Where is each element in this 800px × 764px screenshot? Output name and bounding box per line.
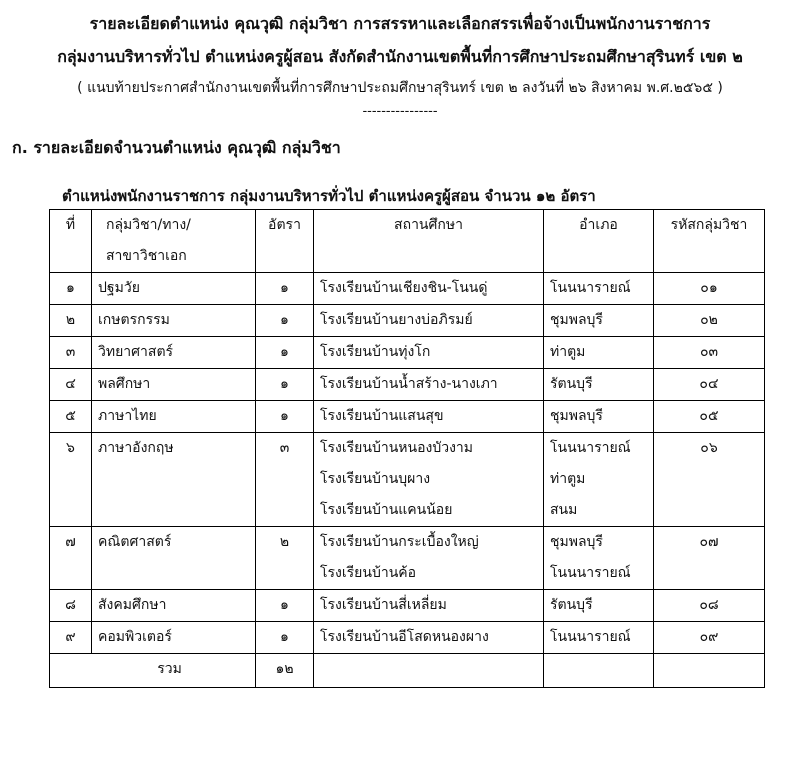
row-number: ๑ [50, 273, 92, 305]
divider-line: ---------------- [362, 104, 438, 119]
subject-name: ภาษาอังกฤษ [92, 433, 256, 527]
school-name: โรงเรียนบ้านหนองบัวงาม [320, 440, 473, 456]
position-count: ๑ [256, 369, 314, 401]
table-row [50, 273, 765, 305]
subject-name: วิทยาศาสตร์ [92, 337, 256, 369]
school-name: โรงเรียนบ้านเชียงชิน-โนนดู่ [320, 280, 488, 296]
row-number: ๘ [50, 590, 92, 622]
school-name: โรงเรียนบ้านยางบ่อภิรมย์ [320, 312, 473, 328]
school-name: โรงเรียนบ้านกระเบื้องใหญ่ [320, 534, 479, 550]
total-label: รวม [50, 654, 256, 688]
district-name: รัตนบุรี [550, 376, 593, 392]
school-name: โรงเรียนบ้านค้อ [320, 565, 417, 581]
district-name: ชุมพลบุรี [550, 534, 603, 550]
district-cell [544, 590, 654, 622]
district-cell [544, 527, 654, 590]
section-heading: ก. รายละเอียดจำนวนตำแหน่ง คุณวุฒิ กลุ่มวิชา [12, 138, 341, 157]
subject-code: ๐๕ [654, 401, 765, 433]
header-subject-line-1: กลุ่มวิชา/ทาง/ [106, 217, 191, 233]
table-header-row [50, 210, 765, 273]
district-name: ชุมพลบุรี [550, 312, 603, 328]
subject-code: ๐๙ [654, 622, 765, 654]
position-count: ๑ [256, 305, 314, 337]
subject-name: สังคมศึกษา [92, 590, 256, 622]
position-count: ๑ [256, 401, 314, 433]
table-row [50, 433, 765, 527]
row-number: ๔ [50, 369, 92, 401]
subject-name: ภาษาไทย [92, 401, 256, 433]
subject-name: เกษตรกรรม [92, 305, 256, 337]
school-name: โรงเรียนบ้านอีโสดหนองผาง [320, 629, 489, 645]
row-number: ๖ [50, 433, 92, 527]
subject-code: ๐๔ [654, 369, 765, 401]
table-row [50, 622, 765, 654]
header-district: อำเภอ [544, 210, 654, 273]
school-cell [314, 305, 544, 337]
subject-code: ๐๑ [654, 273, 765, 305]
school-cell [314, 622, 544, 654]
total-empty-district [544, 654, 654, 688]
table-row [50, 369, 765, 401]
district-name: ชุมพลบุรี [550, 408, 603, 424]
total-empty-school [314, 654, 544, 688]
school-name: โรงเรียนบ้านทุ่งโก [320, 344, 431, 360]
total-row [50, 654, 765, 688]
subject-code: ๐๗ [654, 527, 765, 590]
district-name: โนนนารายณ์ [550, 440, 631, 456]
school-name: โรงเรียนบ้านสี่เหลี่ยม [320, 597, 447, 613]
header-no: ที่ [50, 210, 92, 273]
district-name: โนนนารายณ์ [550, 280, 631, 296]
district-cell [544, 401, 654, 433]
subject-name: คอมพิวเตอร์ [92, 622, 256, 654]
subject-name: พลศึกษา [92, 369, 256, 401]
district-name: ท่าตูม [550, 471, 586, 487]
district-name: ท่าตูม [550, 344, 586, 360]
header-subject [92, 210, 256, 273]
positions-table [49, 209, 765, 688]
school-name: โรงเรียนบ้านแคนน้อย [320, 502, 453, 518]
header-code: รหัสกลุ่มวิชา [654, 210, 765, 273]
school-cell [314, 337, 544, 369]
district-name: รัตนบุรี [550, 597, 593, 613]
header-count: อัตรา [256, 210, 314, 273]
school-cell [314, 401, 544, 433]
subject-code: ๐๓ [654, 337, 765, 369]
district-cell [544, 433, 654, 527]
school-cell [314, 590, 544, 622]
position-count: ๒ [256, 527, 314, 590]
school-name: โรงเรียนบ้านน้ำสร้าง-นางเภา [320, 376, 498, 392]
school-cell [314, 433, 544, 527]
header-subject-line-2: สาขาวิชาเอก [106, 248, 187, 264]
table-row [50, 401, 765, 433]
table-row [50, 337, 765, 369]
row-number: ๓ [50, 337, 92, 369]
row-number: ๒ [50, 305, 92, 337]
total-count: ๑๒ [256, 654, 314, 688]
position-count: ๑ [256, 590, 314, 622]
subject-code: ๐๒ [654, 305, 765, 337]
school-name: โรงเรียนบ้านบุผาง [320, 471, 431, 487]
table-row [50, 305, 765, 337]
position-count: ๓ [256, 433, 314, 527]
district-cell [544, 305, 654, 337]
total-empty-code [654, 654, 765, 688]
district-cell [544, 622, 654, 654]
district-name: สนม [550, 502, 578, 518]
table-row [50, 590, 765, 622]
district-cell [544, 369, 654, 401]
position-count: ๑ [256, 337, 314, 369]
school-cell [314, 273, 544, 305]
row-number: ๙ [50, 622, 92, 654]
school-cell [314, 369, 544, 401]
subject-name: คณิตศาสตร์ [92, 527, 256, 590]
subject-code: ๐๖ [654, 433, 765, 527]
position-count: ๑ [256, 622, 314, 654]
row-number: ๕ [50, 401, 92, 433]
document-title-line-1: รายละเอียดตำแหน่ง คุณวุฒิ กลุ่มวิชา การสรรหาและเลือกสรรเพื่อจ้างเป็นพนักงานราชการ [89, 14, 711, 33]
district-name: โนนนารายณ์ [550, 629, 631, 645]
row-number: ๗ [50, 527, 92, 590]
document-title-line-2: กลุ่มงานบริหารทั่วไป ตำแหน่งครูผู้สอน สังกัดสำนักงานเขตพื้นที่การศึกษาประถมศึกษาสุรินทร์ เขต ๒ [57, 47, 743, 66]
district-name: โนนนารายณ์ [550, 565, 631, 581]
table-caption: ตำแหน่งพนักงานราชการ กลุ่มงานบริหารทั่วไป ตำแหน่งครูผู้สอน จำนวน ๑๒ อัตรา [62, 187, 596, 205]
school-cell [314, 527, 544, 590]
document-subtitle: ( แนบท้ายประกาศสำนักงานเขตพื้นที่การศึกษาประถมศึกษาสุรินทร์ เขต ๒ ลงวันที่ ๒๖ สิงหาคม พ.ศ.๒๕๖๕ ) [77, 80, 723, 96]
table-row [50, 527, 765, 590]
position-count: ๑ [256, 273, 314, 305]
school-name: โรงเรียนบ้านแสนสุข [320, 408, 444, 424]
header-school: สถานศึกษา [314, 210, 544, 273]
subject-code: ๐๘ [654, 590, 765, 622]
district-cell [544, 273, 654, 305]
district-cell [544, 337, 654, 369]
subject-name: ปฐมวัย [92, 273, 256, 305]
table-body [50, 273, 765, 688]
